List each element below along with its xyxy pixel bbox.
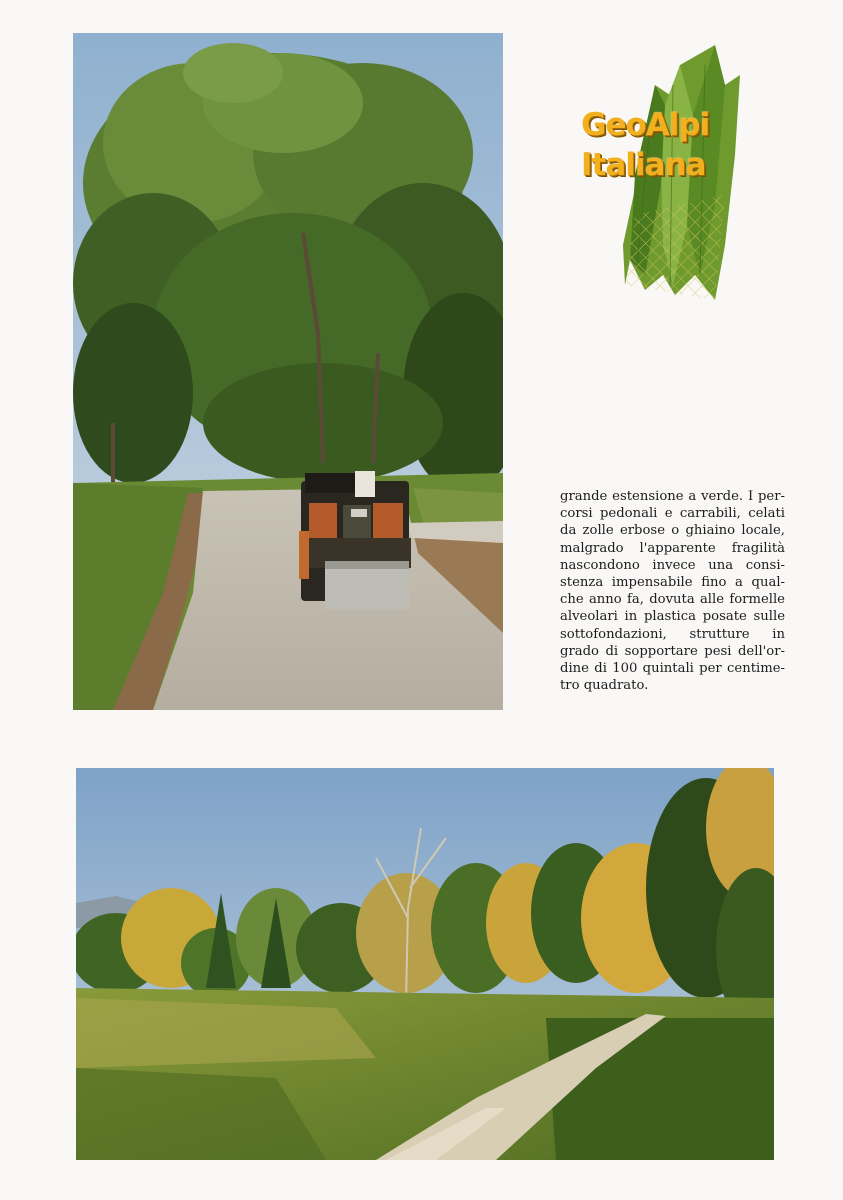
text-line: grado di sopportare pesi dell'or- [560,643,785,659]
text-line: dine di 100 quintali per centime- [560,661,785,677]
photo-park-meadow [76,768,774,1160]
photo-road-roller [73,33,503,710]
text-line: corsi pedonali e carrabili, celati [560,506,785,522]
text-line: grande estensione a verde. I per- [560,489,785,504]
text-line: da zolle erbose o ghiaino locale, [560,523,785,539]
logo-text-geoalpi: GeoAlpi [581,107,710,143]
text-line: nascondono invece una consi- [560,557,785,573]
text-line: che anno fa, dovuta alle formelle [560,592,785,608]
text-line: malgrado l'apparente fragilità [560,540,785,556]
body-paragraph [560,488,785,694]
text-line: stenza impensabile fino a qual- [560,575,785,591]
text-line: tro quadrato. [560,678,649,694]
text-line: sottofondazioni, strutture in [560,626,785,642]
text-line: alveolari in plastica posate sulle [560,609,785,625]
logo-text-italiana: Italiana [581,147,706,183]
geoalpi-logo [575,45,765,305]
